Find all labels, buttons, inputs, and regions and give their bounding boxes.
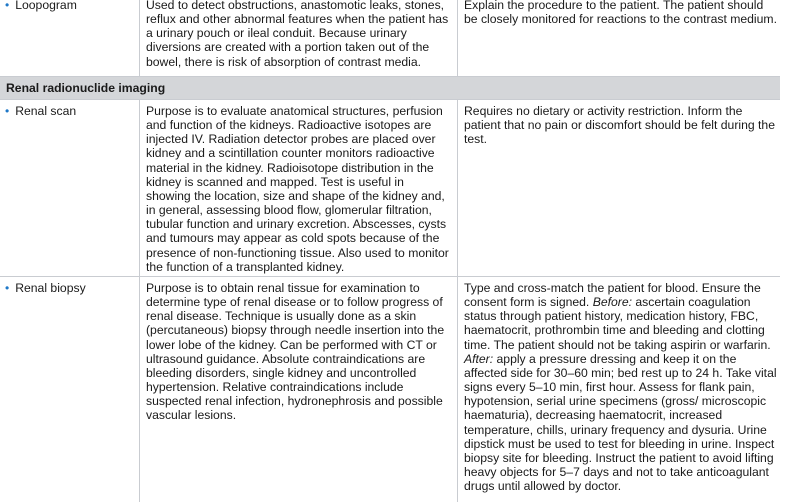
- test-name-cell: [0, 100, 140, 276]
- section-header-renal-radionuclide-imaging: Renal radionuclide imaging: [0, 77, 780, 100]
- description-cell: Used to detect obstructions, anastomotic leaks, stones, reflux and other abnormal features when the patient has a urinary pouch or ileal conduit. Because urinary diversions are created with a portion taken out of the bowel, there is risk of absorption of contrast media.: [140, 0, 458, 76]
- nursing-after: apply a pressure dressing and keep it on the affected side for 30–60 min; bed rest up to 24 h. Take vital signs every 5–10 min, first hour. Assess for flank pain, hypotension, serial urine specimens (gross/ microscopic haematuria), decreasing haematocrit, increased temperature, chills, urinary frequency and dysuria. Urine dipstick must be used to test for bleeding in urine. Inspect biopsy site for bleeding. Instruct the patient to avoid lifting heavy objects for 5–7 days and not to take anticoagulant drugs until allowed by doctor.: [464, 351, 777, 494]
- bullet-icon: •: [5, 104, 10, 118]
- before-label: Before:: [592, 295, 633, 310]
- nursing-before: ascertain coagulation status through patient history, medication history, FBC, haematocrit, prothrombin time and bleeding and clotting time. The patient should not be taking aspirin or warfarin.: [464, 295, 771, 352]
- description-cell: Purpose is to evaluate anatomical structures, perfusion and function of the kidneys. Radioactive isotopes are injected IV. Radiation detector probes are placed over kidney and a scintillation counter monitors radioactive material in the kidney. Radioisotope distribution in the kidney is scanned and mapped. Test is useful in showing the location, size and shape of the kidney and, in general, assessing blood flow, glomerular filtration, tubular function and urinary excretion. Abscesses, cysts and tumours may appear as cold spots because of the presence of non-functioning tissue. Also used to monitor the function of a transplanted kidney.: [140, 100, 458, 276]
- table-row-renal-scan: [0, 100, 780, 277]
- table-row-renal-biopsy: [0, 277, 780, 502]
- after-label: After:: [464, 351, 494, 366]
- test-name-cell: [0, 277, 140, 502]
- test-name: Renal scan: [15, 104, 77, 118]
- nursing-cell: [458, 277, 780, 502]
- test-name-cell: [0, 0, 140, 76]
- test-name: Loopogram: [15, 0, 77, 12]
- nursing-cell: Explain the procedure to the patient. The patient should be closely monitored for reactions to the contrast medium.: [464, 0, 777, 27]
- bullet-icon: •: [5, 281, 10, 295]
- test-name: Renal biopsy: [15, 281, 86, 295]
- table-row-loopogram: [0, 0, 780, 77]
- nursing-intro: Type and cross-match the patient for blood. Ensure the consent form is signed.: [464, 281, 761, 310]
- nursing-cell: Requires no dietary or activity restriction. Inform the patient that no pain or discomfort should be felt during the test.: [464, 104, 775, 147]
- bullet-icon: •: [5, 0, 10, 12]
- description-cell: Purpose is to obtain renal tissue for examination to determine type of renal disease or to follow progress of renal disease. Technique is usually done as a skin (percutaneous) biopsy through needle insertion into the lower lobe of the kidney. Can be performed with CT or ultrasound guidance. Absolute contraindications are bleeding disorders, single kidney and uncontrolled hypertension. Relative contraindications include suspected renal infection, hydronephrosis and possible vascular lesions.: [140, 277, 458, 502]
